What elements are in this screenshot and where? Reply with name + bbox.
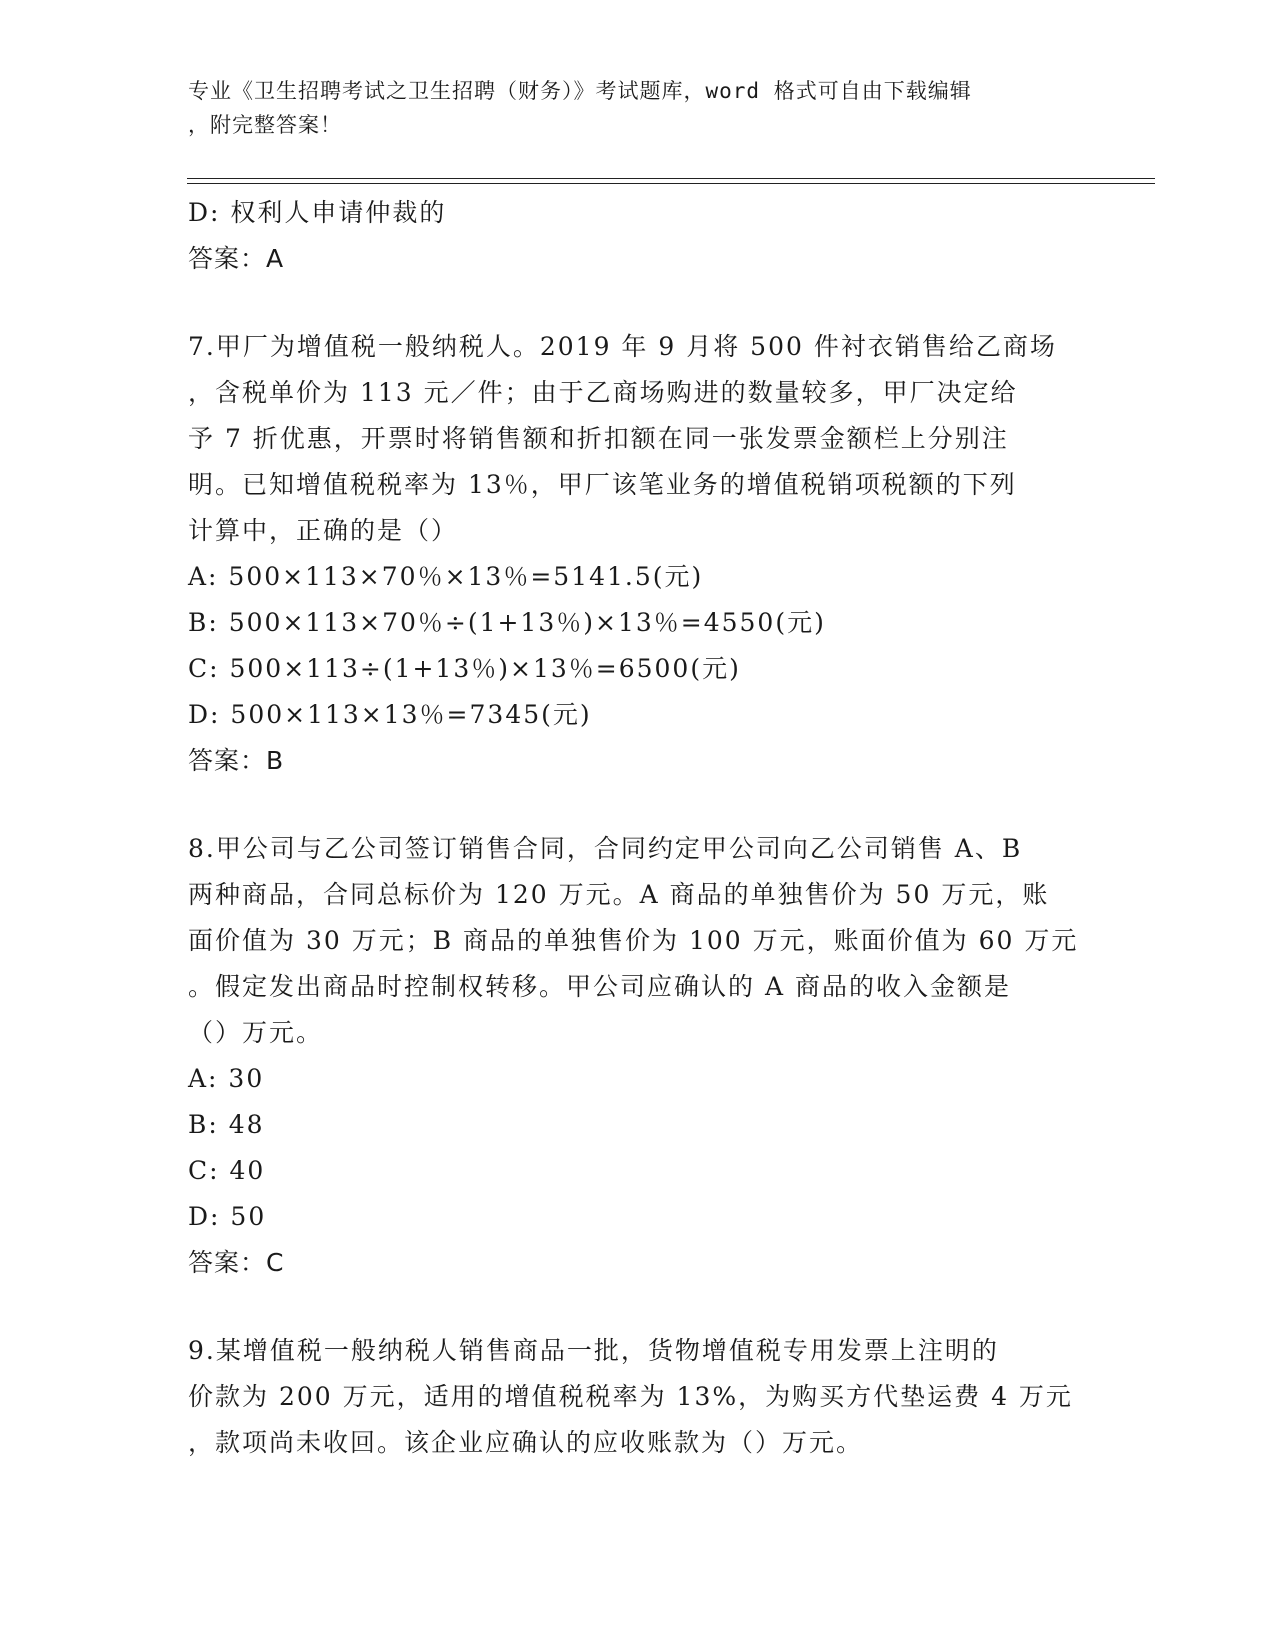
q9-stem-line: ，款项尚未收回。该企业应确认的应收账款为（）万元。: [188, 1428, 864, 1457]
q8-option-d: D: 50: [188, 1202, 267, 1231]
question-7: [188, 324, 1088, 784]
header-line-1: 专业《卫生招聘考试之卫生招聘（财务）》考试题库，word 格式可自由下载编辑: [188, 79, 972, 103]
q7-stem-line: 7.甲厂为增值税一般纳税人。2019 年 9 月将 500 件衬衣销售给乙商场: [188, 332, 1057, 361]
q7-stem-line: 予 7 折优惠，开票时将销售额和折扣额在同一张发票金额栏上分别注: [188, 424, 1009, 453]
q7-answer: 答案：B: [188, 746, 285, 775]
q7-stem-line: 计算中，正确的是（）: [188, 516, 459, 545]
spacer: [188, 1286, 1088, 1328]
q7-stem-line: 明。已知增值税税率为 13％，甲厂该笔业务的增值税销项税额的下列: [188, 470, 1017, 499]
q8-stem-line: 8.甲公司与乙公司签订销售合同，合同约定甲公司向乙公司销售 A、B: [188, 834, 1023, 863]
q8-stem-line: 两种商品，合同总标价为 120 万元。A 商品的单独售价为 50 万元，账: [188, 880, 1050, 909]
q7-option-d: D: 500×113×13％=7345(元): [188, 700, 592, 729]
q6-answer: 答案：A: [188, 244, 285, 273]
q7-option-c: C: 500×113÷(1+13％)×13％=6500(元): [188, 654, 741, 683]
header-rule-top: [187, 178, 1155, 179]
q8-option-b: B: 48: [188, 1110, 265, 1139]
q9-stem-line: 9.某增值税一般纳税人销售商品一批，货物增值税专用发票上注明的: [188, 1336, 999, 1365]
spacer: [188, 282, 1088, 324]
q8-answer: 答案：C: [188, 1248, 285, 1277]
header-line-2: ，附完整答案！: [188, 113, 342, 137]
q8-stem-line: 。假定发出商品时控制权转移。甲公司应确认的 A 商品的收入金额是: [188, 972, 1011, 1001]
q7-option-b: B: 500×113×70％÷(1+13％)×13％=4550(元): [188, 608, 826, 637]
q8-stem-line: 面价值为 30 万元；B 商品的单独售价为 100 万元，账面价值为 60 万元: [188, 926, 1079, 955]
header-note: [188, 74, 1088, 142]
q8-stem-line: （）万元。: [188, 1018, 324, 1047]
question-content: [188, 190, 1088, 1466]
question-9: [188, 1328, 1088, 1466]
q8-option-c: C: 40: [188, 1156, 266, 1185]
spacer: [188, 784, 1088, 826]
question-8: [188, 826, 1088, 1286]
q9-stem-line: 价款为 200 万元，适用的增值税税率为 13%，为购买方代垫运费 4 万元: [188, 1382, 1073, 1411]
q6-option-d: D: 权利人申请仲裁的: [188, 198, 447, 227]
q7-stem-line: ，含税单价为 113 元／件；由于乙商场购进的数量较多，甲厂决定给: [188, 378, 1018, 407]
q7-option-a: A: 500×113×70％×13％=5141.5(元): [188, 562, 704, 591]
q8-option-a: A: 30: [188, 1064, 265, 1093]
header-rule-bottom: [187, 183, 1155, 184]
